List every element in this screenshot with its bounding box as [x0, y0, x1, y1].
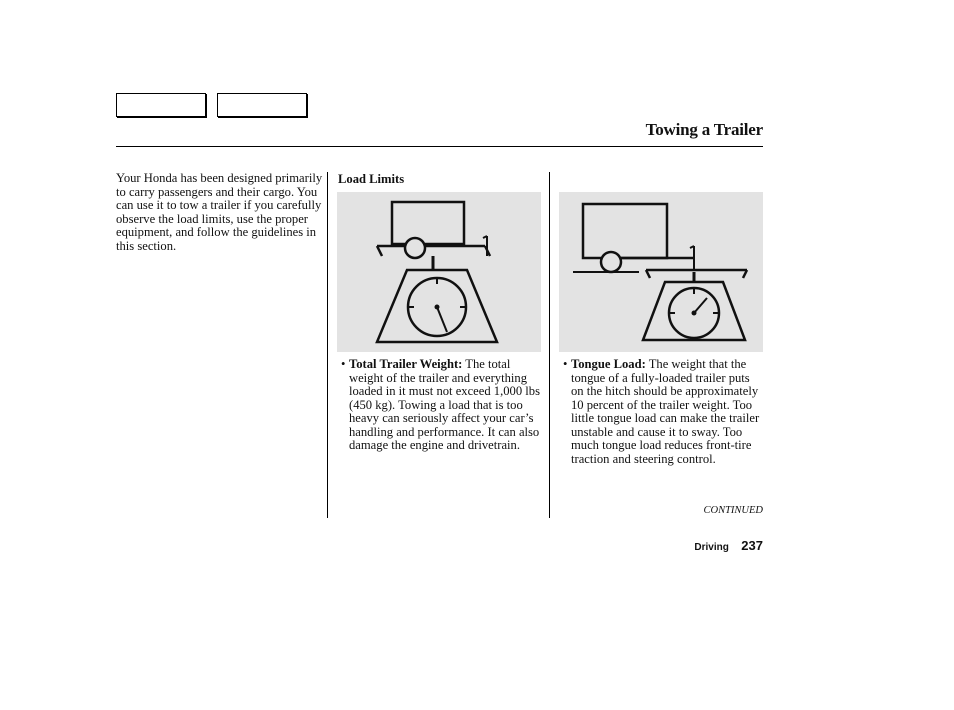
figure-total-trailer-weight	[337, 192, 541, 352]
trailer-box	[392, 202, 464, 244]
title-rule	[116, 146, 763, 147]
bullet-text	[349, 358, 541, 453]
trailer-on-scale-illustration	[337, 192, 541, 352]
column-divider	[549, 172, 550, 518]
column-divider	[327, 172, 328, 518]
trailer-box	[583, 204, 667, 258]
bullet-text	[571, 358, 763, 466]
bullet-marker: •	[341, 357, 346, 371]
nav-button-index[interactable]	[217, 93, 307, 117]
page-number: 237	[741, 538, 763, 553]
bullet-description: The total weight of the trailer and everything loaded in it must not exceed 1,000 lbs (450 kg). Towing a load that is too heavy can seriously affect your car’s handling and performance. It can also damage the engine and drivetrain.	[349, 357, 540, 452]
bullet-term: Total Trailer Weight:	[349, 357, 463, 371]
bullet-term: Tongue Load:	[571, 357, 646, 371]
scale-needle	[694, 298, 707, 313]
intro-paragraph: Your Honda has been designed primarily to carry passengers and their cargo. You can use it to tow a trailer if you carefully observe the load limits, use the proper equipment, and follow the guidelines in this section.	[116, 171, 323, 253]
page-title: Towing a Trailer	[645, 120, 763, 139]
nav-button-main-menu[interactable]	[116, 93, 206, 117]
page-footer	[694, 537, 763, 555]
bullet-description: The weight that the tongue of a fully-loaded trailer puts on the hitch should be approximately 10 percent of the trailer weight. Too little tongue load can make the trailer unstable and cause it to sway. Too much tongue load reduces front-tire traction and steering control.	[571, 357, 760, 466]
scale-needle	[437, 307, 447, 332]
tongue-on-scale-illustration	[559, 192, 763, 352]
footer-section-name: Driving	[694, 542, 729, 553]
trailer-wheel	[405, 238, 425, 258]
section-heading-load-limits: Load Limits	[338, 172, 405, 186]
figure-tongue-load	[559, 192, 763, 352]
bullet-marker: •	[563, 357, 568, 371]
continued-label: CONTINUED	[703, 505, 763, 516]
trailer-wheel	[601, 252, 621, 272]
